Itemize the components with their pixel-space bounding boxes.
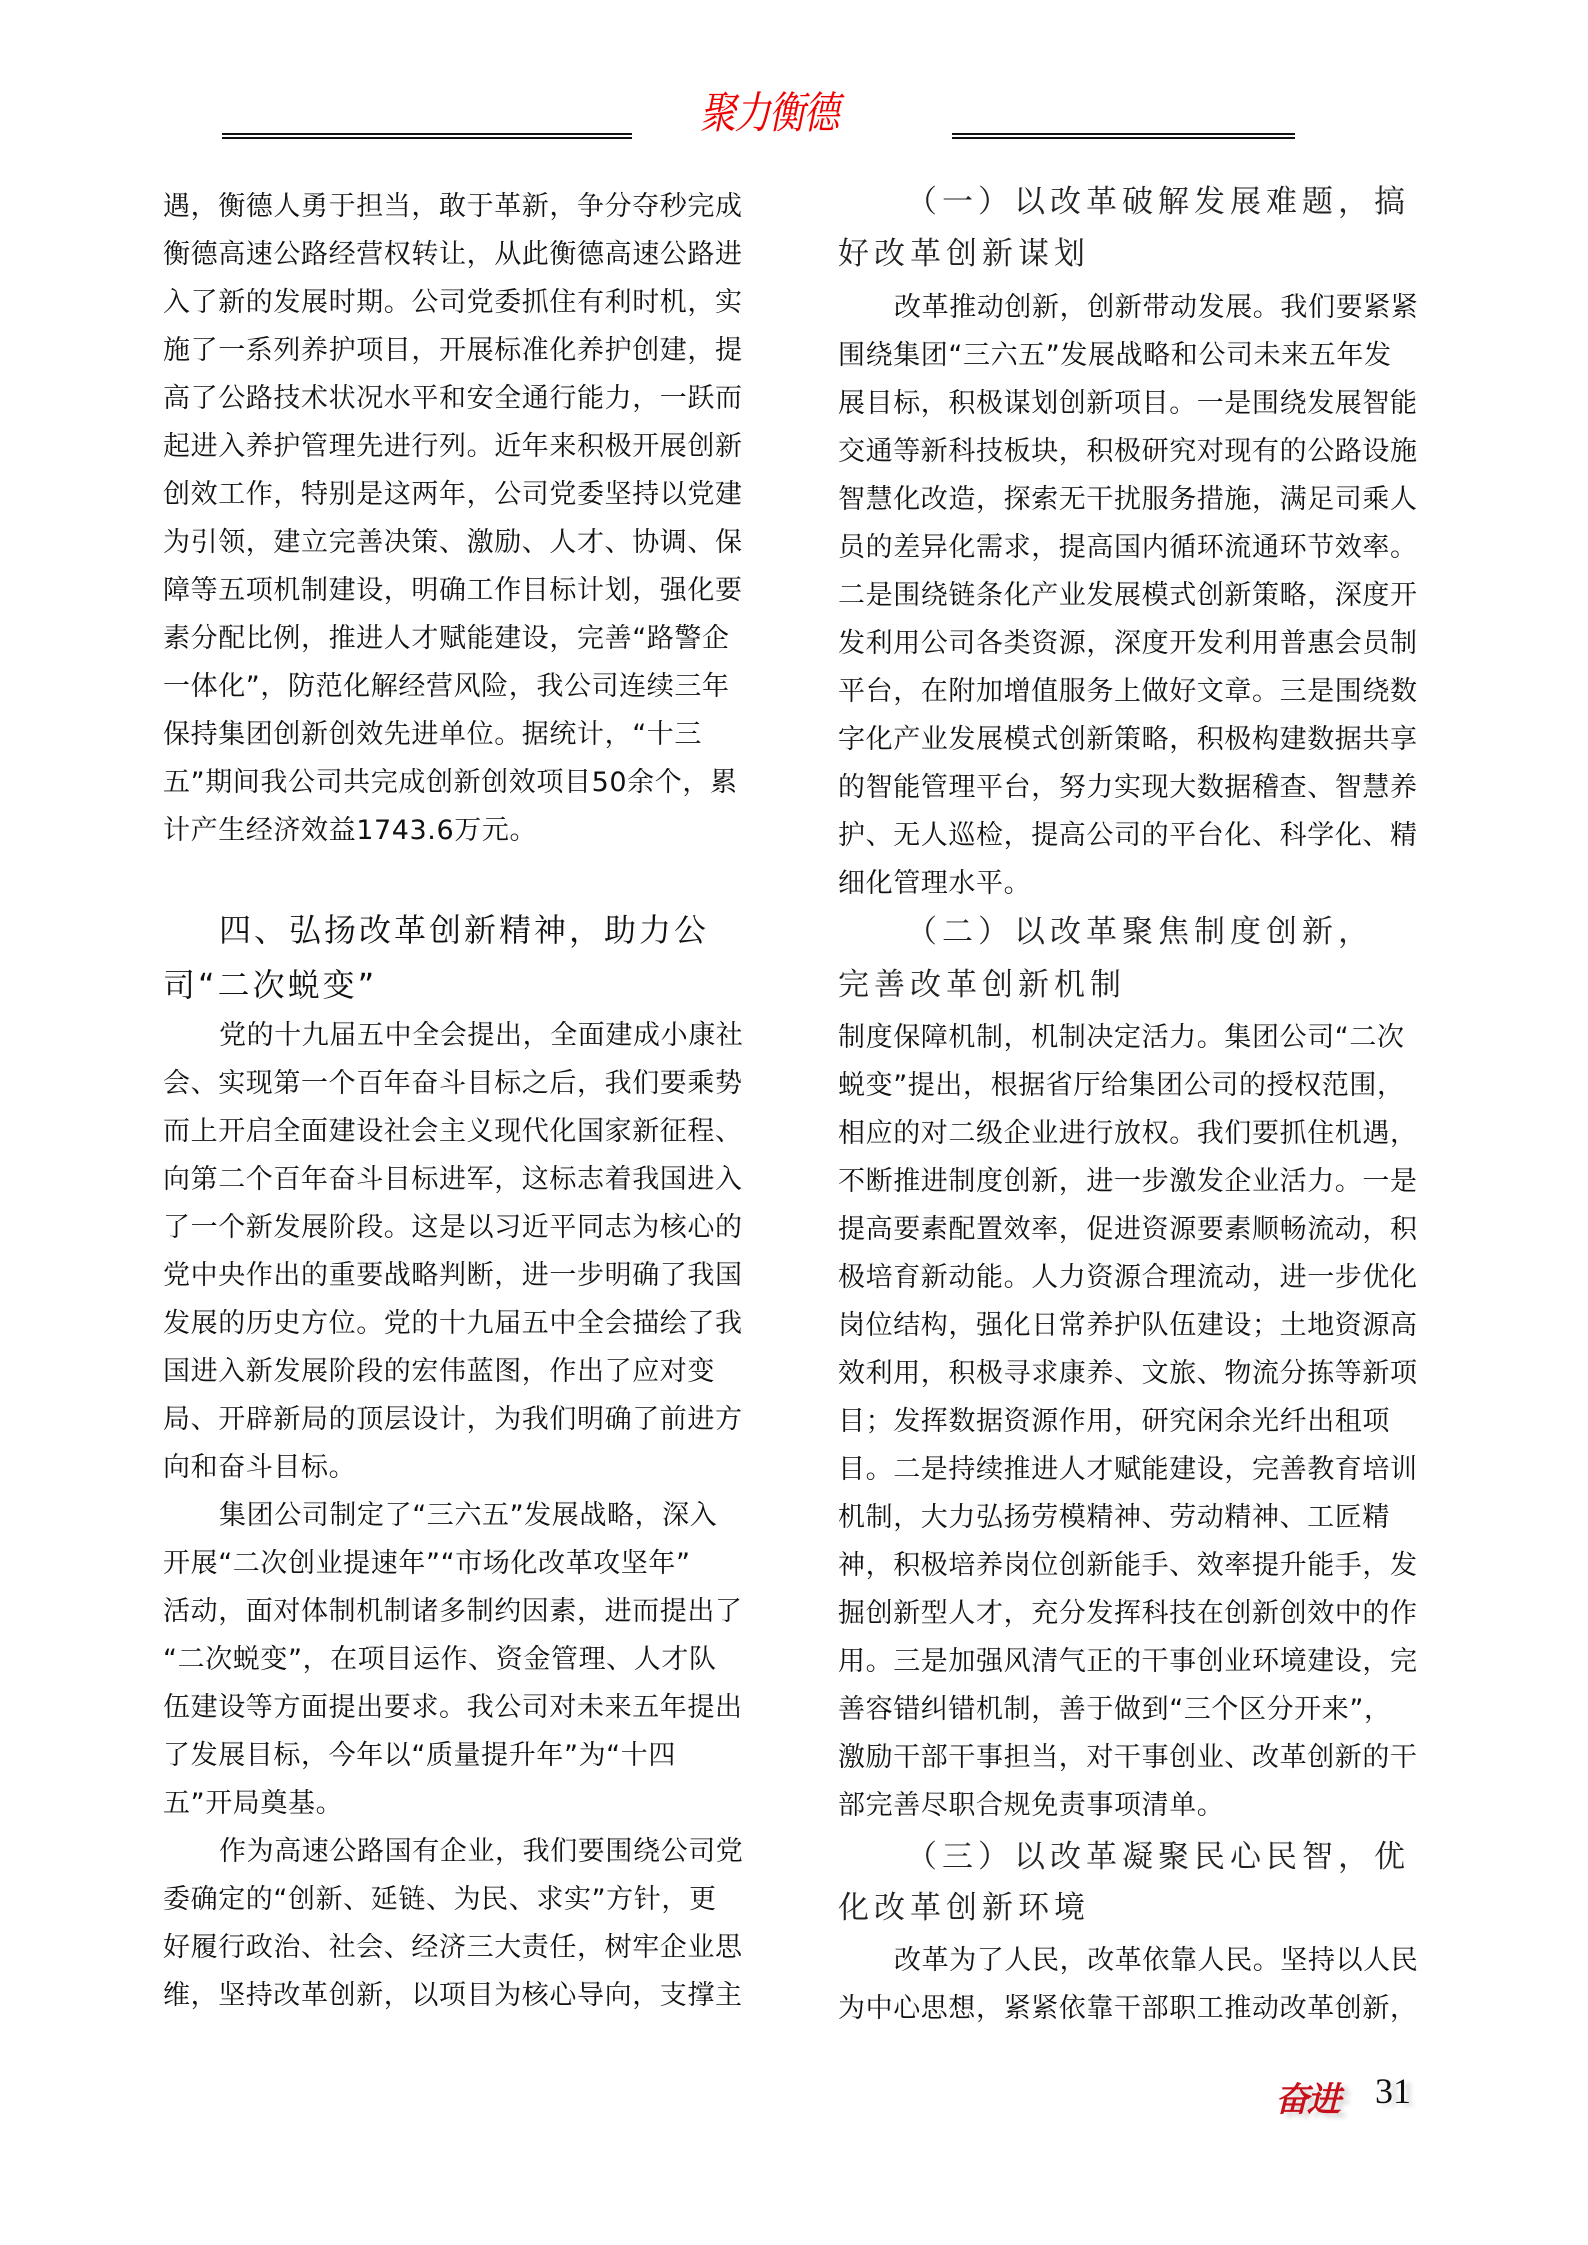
subsection-heading: （二）以改革聚焦制度创新， — [906, 914, 1374, 950]
paragraph-line: “二次蜕变”，在项目运作、资金管理、人才队 — [163, 1644, 717, 1675]
paragraph-line: 入了新的发展时期。公司党委抓住有利时机，实 — [163, 287, 743, 318]
paragraph-line: 遇，衡德人勇于担当，敢于革新，争分夺秒完成 — [163, 191, 743, 222]
paragraph-line: 了发展目标，今年以“质量提升年”为“十四 — [163, 1740, 676, 1771]
paragraph-line: 字化产业发展模式创新策略，积极构建数据共享 — [838, 724, 1418, 755]
paragraph-line: 改革为了人民，改革依靠人民。坚持以人民 — [894, 1945, 1419, 1976]
paragraph-line: 集团公司制定了“三六五”发展战略，深入 — [219, 1500, 718, 1531]
header-rule-right — [952, 133, 1295, 139]
paragraph-line: 围绕集团“三六五”发展战略和公司未来五年发 — [838, 340, 1392, 371]
paragraph-line: 为中心思想，紧紧依靠干部职工推动改革创新， — [838, 1993, 1418, 2024]
paragraph-line: 提高要素配置效率，促进资源要素顺畅流动，积 — [838, 1214, 1418, 1245]
paragraph-line: 向第二个百年奋斗目标进军，这标志着我国进入 — [163, 1164, 743, 1195]
paragraph-line: 激励干部干事担当，对干事创业、改革创新的干 — [838, 1742, 1418, 1773]
paragraph-line: 神，积极培养岗位创新能手、效率提升能手，发 — [838, 1550, 1418, 1581]
section-title: 聚力衡德 — [700, 88, 838, 139]
paragraph-line: 掘创新型人才，充分发挥科技在创新创效中的作 — [838, 1598, 1418, 1629]
paragraph-line: 发展的历史方位。党的十九届五中全会描绘了我 — [163, 1308, 743, 1339]
paragraph-line: 展目标，积极谋划创新项目。一是围绕发展智能 — [838, 388, 1418, 419]
paragraph-line: 制度保障机制，机制决定活力。集团公司“二次 — [838, 1022, 1405, 1053]
paragraph-line: 不断推进制度创新，进一步激发企业活力。一是 — [838, 1166, 1418, 1197]
magazine-logo: 奋进 — [1275, 2080, 1339, 2120]
section-heading: 司“二次蜕变” — [163, 966, 378, 1004]
paragraph-line: 障等五项机制建设，明确工作目标计划，强化要 — [163, 575, 743, 606]
paragraph-line: 会、实现第一个百年奋斗目标之后，我们要乘势 — [163, 1068, 743, 1099]
paragraph-line: 部完善尽职合规免责事项清单。 — [838, 1790, 1225, 1821]
paragraph-line: 局、开辟新局的顶层设计，为我们明确了前进方 — [163, 1404, 743, 1435]
paragraph-line: 计产生经济效益1743.6万元。 — [163, 815, 538, 846]
paragraph-line: 施了一系列养护项目，开展标准化养护创建，提 — [163, 335, 743, 366]
subsection-heading: 好改革创新谋划 — [838, 236, 1090, 272]
paragraph-line: 创效工作，特别是这两年，公司党委坚持以党建 — [163, 479, 743, 510]
paragraph-line: 平台，在附加增值服务上做好文章。三是围绕数 — [838, 676, 1418, 707]
paragraph-line: 岗位结构，强化日常养护队伍建设；土地资源高 — [838, 1310, 1418, 1341]
paragraph-line: 活动，面对体制机制诸多制约因素，进而提出了 — [163, 1596, 743, 1627]
paragraph-line: 了一个新发展阶段。这是以习近平同志为核心的 — [163, 1212, 743, 1243]
paragraph-line: 蜕变”提出，根据省厅给集团公司的授权范围， — [838, 1070, 1405, 1101]
paragraph-line: 委确定的“创新、延链、为民、求实”方针，更 — [163, 1884, 717, 1915]
paragraph-line: 五”开局奠基。 — [163, 1788, 344, 1819]
paragraph-line: 作为高速公路国有企业，我们要围绕公司党 — [219, 1836, 744, 1867]
paragraph-line: 发利用公司各类资源，深度开发利用普惠会员制 — [838, 628, 1418, 659]
paragraph-line: 高了公路技术状况水平和安全通行能力，一跃而 — [163, 383, 743, 414]
paragraph-line: 机制，大力弘扬劳模精神、劳动精神、工匠精 — [838, 1502, 1390, 1533]
paragraph-line: 二是围绕链条化产业发展模式创新策略，深度开 — [838, 580, 1418, 611]
paragraph-line: 改革推动创新，创新带动发展。我们要紧紧 — [894, 292, 1419, 323]
paragraph-line: 一体化”，防范化解经营风险，我公司连续三年 — [163, 671, 730, 702]
paragraph-line: 开展“二次创业提速年”“市场化改革攻坚年” — [163, 1548, 691, 1579]
paragraph-line: 国进入新发展阶段的宏伟蓝图，作出了应对变 — [163, 1356, 715, 1387]
subsection-heading: 完善改革创新机制 — [838, 967, 1126, 1003]
section-heading: 四、弘扬改革创新精神，助力公 — [219, 911, 710, 949]
page-number: 31 — [1375, 2071, 1411, 2111]
subsection-heading: （一）以改革破解发展难题，搞 — [906, 184, 1410, 220]
paragraph-line: 党的十九届五中全会提出，全面建成小康社 — [219, 1020, 744, 1051]
paragraph-line: 智慧化改造，探索无干扰服务措施，满足司乘人 — [838, 484, 1418, 515]
paragraph-line: 为引领，建立完善决策、激励、人才、协调、保 — [163, 527, 743, 558]
paragraph-line: 保持集团创新创效先进单位。据统计，“十三 — [163, 719, 702, 750]
subsection-heading: （三）以改革凝聚民心民智，优 — [906, 1839, 1410, 1875]
paragraph-line: 交通等新科技板块，积极研究对现有的公路设施 — [838, 436, 1418, 467]
paragraph-line: 好履行政治、社会、经济三大责任，树牢企业思 — [163, 1932, 743, 1963]
paragraph-line: 员的差异化需求，提高国内循环流通环节效率。 — [838, 532, 1418, 563]
paragraph-line: 伍建设等方面提出要求。我公司对未来五年提出 — [163, 1692, 743, 1723]
paragraph-line: 极培育新动能。人力资源合理流动，进一步优化 — [838, 1262, 1418, 1293]
paragraph-line: 用。三是加强风清气正的干事创业环境建设，完 — [838, 1646, 1418, 1677]
paragraph-line: 相应的对二级企业进行放权。我们要抓住机遇， — [838, 1118, 1418, 1149]
paragraph-line: 善容错纠错机制，善于做到“三个区分开来”， — [838, 1694, 1392, 1725]
paragraph-line: 党中央作出的重要战略判断，进一步明确了我国 — [163, 1260, 743, 1291]
paragraph-line: 起进入养护管理先进行列。近年来积极开展创新 — [163, 431, 743, 462]
paragraph-line: 而上开启全面建设社会主义现代化国家新征程、 — [163, 1116, 743, 1147]
subsection-heading: 化改革创新环境 — [838, 1890, 1090, 1926]
paragraph-line: 目。二是持续推进人才赋能建设，完善教育培训 — [838, 1454, 1418, 1485]
paragraph-line: 五”期间我公司共完成创新创效项目50余个，累 — [163, 767, 738, 798]
paragraph-line: 护、无人巡检，提高公司的平台化、科学化、精 — [838, 820, 1418, 851]
paragraph-line: 细化管理水平。 — [838, 868, 1032, 899]
paragraph-line: 目；发挥数据资源作用，研究闲余光纤出租项 — [838, 1406, 1390, 1437]
paragraph-line: 效利用，积极寻求康养、文旅、物流分拣等新项 — [838, 1358, 1418, 1389]
paragraph-line: 维，坚持改革创新，以项目为核心导向，支撑主 — [163, 1980, 743, 2011]
paragraph-line: 素分配比例，推进人才赋能建设，完善“路警企 — [163, 623, 730, 654]
paragraph-line: 向和奋斗目标。 — [163, 1452, 357, 1483]
paragraph-line: 的智能管理平台，努力实现大数据稽查、智慧养 — [838, 772, 1418, 803]
paragraph-line: 衡德高速公路经营权转让，从此衡德高速公路进 — [163, 239, 743, 270]
header-rule-left — [222, 133, 632, 139]
